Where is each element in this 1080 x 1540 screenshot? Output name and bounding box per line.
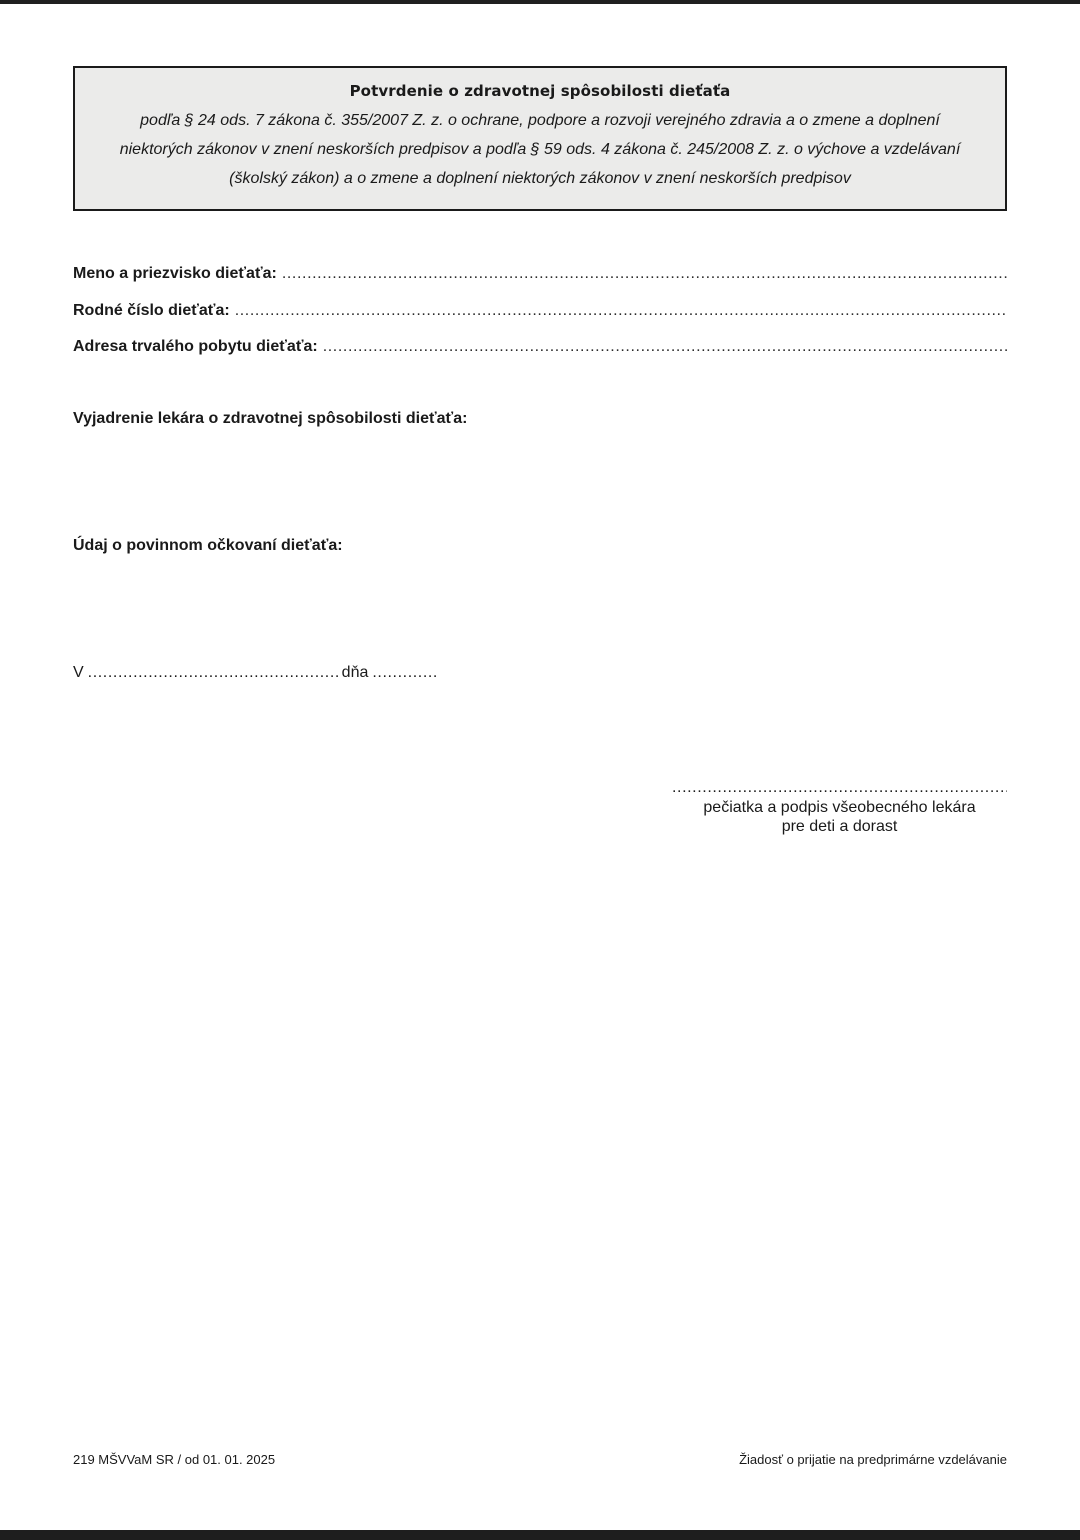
legal-basis-line-1: podľa § 24 ods. 7 zákona č. 355/2007 Z. z. o ochrane, podpore a rozvoji verejného zdravia a o zmene a doplnení xyxy=(140,112,940,129)
date-prefix: dňa xyxy=(341,664,369,681)
place-prefix: V xyxy=(73,664,84,681)
address-field xyxy=(73,338,1007,360)
place-fill-line[interactable] xyxy=(88,664,338,682)
top-border xyxy=(0,0,1080,4)
form-title: Potvrdenie o zdravotnej spôsobilosti dieťaťa xyxy=(349,82,731,100)
address-label: Adresa trvalého pobytu dieťaťa: xyxy=(73,338,318,355)
signature-fill-line[interactable] xyxy=(672,780,1007,796)
footer-form-name: Žiadosť o prijatie na predprimárne vzdelávanie xyxy=(739,1452,1007,1467)
birth-number-field xyxy=(73,302,1007,324)
child-name-fill-line[interactable] xyxy=(282,265,1007,283)
address-fill-line[interactable] xyxy=(323,338,1007,356)
doctor-opinion-heading: Vyjadrenie lekára o zdravotnej spôsobilosti dieťaťa: xyxy=(73,410,468,427)
date-fill-line[interactable] xyxy=(372,664,436,682)
signature-caption-line-2: pre deti a dorast xyxy=(781,818,898,835)
child-name-label: Meno a priezvisko dieťaťa: xyxy=(73,265,277,282)
child-name-field xyxy=(73,265,1007,287)
legal-basis-line-3: (školský zákon) a o zmene a doplnení niektorých zákonov v znení neskorších predpisov xyxy=(229,170,851,187)
footer-form-code: 219 MŠVVaM SR / od 01. 01. 2025 xyxy=(73,1452,276,1467)
signature-caption-line-1: pečiatka a podpis všeobecného lekára xyxy=(703,799,976,816)
birth-number-label: Rodné číslo dieťaťa: xyxy=(73,302,230,319)
vaccination-heading: Údaj o povinnom očkovaní dieťaťa: xyxy=(73,537,343,554)
legal-basis-line-2: niektorých zákonov v znení neskorších predpisov a podľa § 59 ods. 4 zákona č. 245/2008 Z. z. o výchove a vzdelávaní xyxy=(119,141,961,158)
form-header-box xyxy=(73,66,1007,211)
bottom-border xyxy=(0,1530,1080,1540)
place-date-line xyxy=(73,664,436,682)
birth-number-fill-line[interactable] xyxy=(235,302,1007,320)
